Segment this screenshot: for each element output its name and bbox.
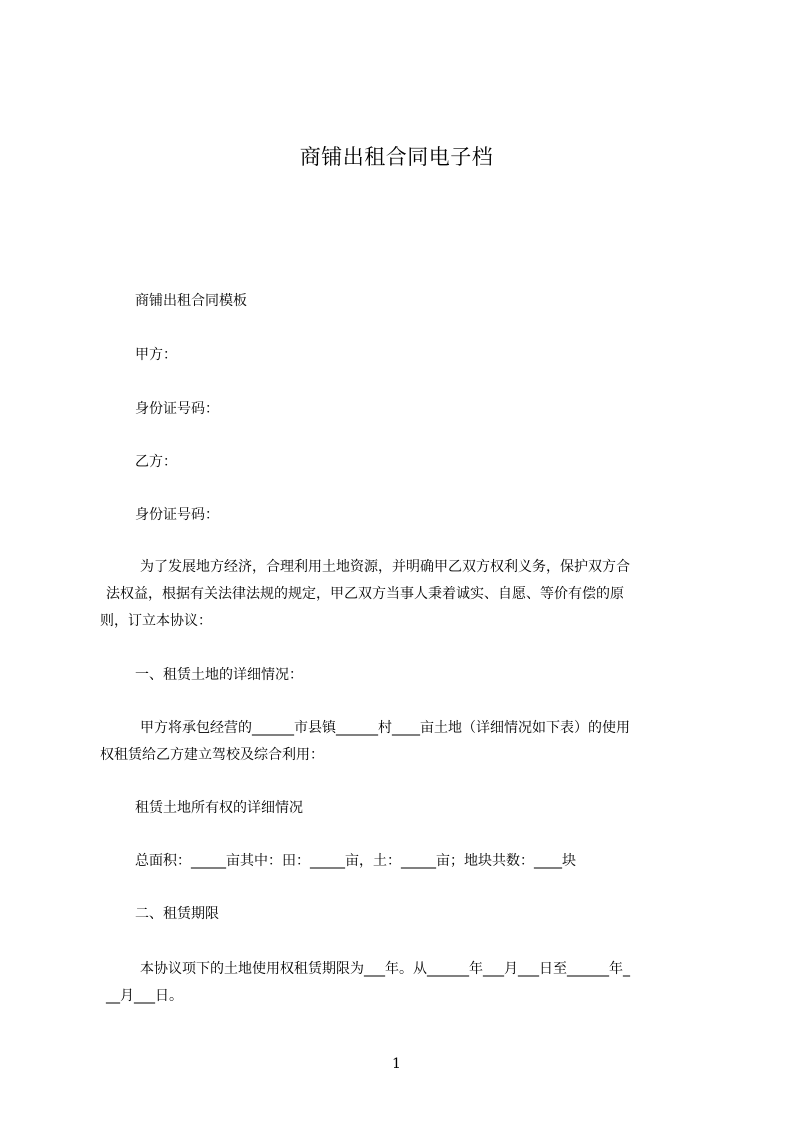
paragraph-template-name: 商铺出租合同模板 [135, 293, 247, 309]
land-details-line-2: 权租赁给乙方建立驾校及综合利用： [100, 747, 324, 763]
lease-term-line-2: __月___日。 [106, 988, 183, 1004]
paragraph-total-area: 总面积：_____亩其中：田：_____亩，土：_____亩；地块共数：____块 [135, 853, 576, 869]
paragraph-ownership: 租赁土地所有权的详细情况 [135, 800, 303, 816]
paragraph-party-a-id: 身份证号码： [135, 401, 219, 417]
section-heading-2: 二、租赁期限 [135, 906, 219, 922]
paragraph-party-b-id: 身份证号码： [135, 507, 219, 523]
page-number: 1 [392, 1056, 401, 1072]
paragraph-lease-term [98, 956, 704, 1010]
preamble-line-1: 为了发展地方经济，合理利用土地资源，并明确甲乙双方权利义务，保护双方合 [140, 559, 630, 575]
section-heading-1: 一、租赁土地的详细情况： [135, 667, 303, 683]
preamble-line-2: 法权益，根据有关法律法规的规定，甲乙双方当事人秉着诚实、自愿、等价有偿的原 [106, 586, 624, 602]
land-details-line-1: 甲方将承包经营的______市县镇______村____亩土地（详细情况如下表）的使用 [140, 720, 630, 736]
lease-term-line-1: 本协议项下的土地使用权租赁期限为___年。从______年___月___日至______年_ [140, 961, 630, 977]
paragraph-party-b: 乙方： [135, 454, 177, 470]
preamble-line-3: 则，订立本协议： [100, 613, 212, 629]
paragraph-party-a: 甲方： [135, 347, 177, 363]
paragraph-preamble [98, 554, 704, 635]
paragraph-land-details [98, 715, 704, 769]
document-title: 商铺出租合同电子档 [299, 145, 494, 169]
